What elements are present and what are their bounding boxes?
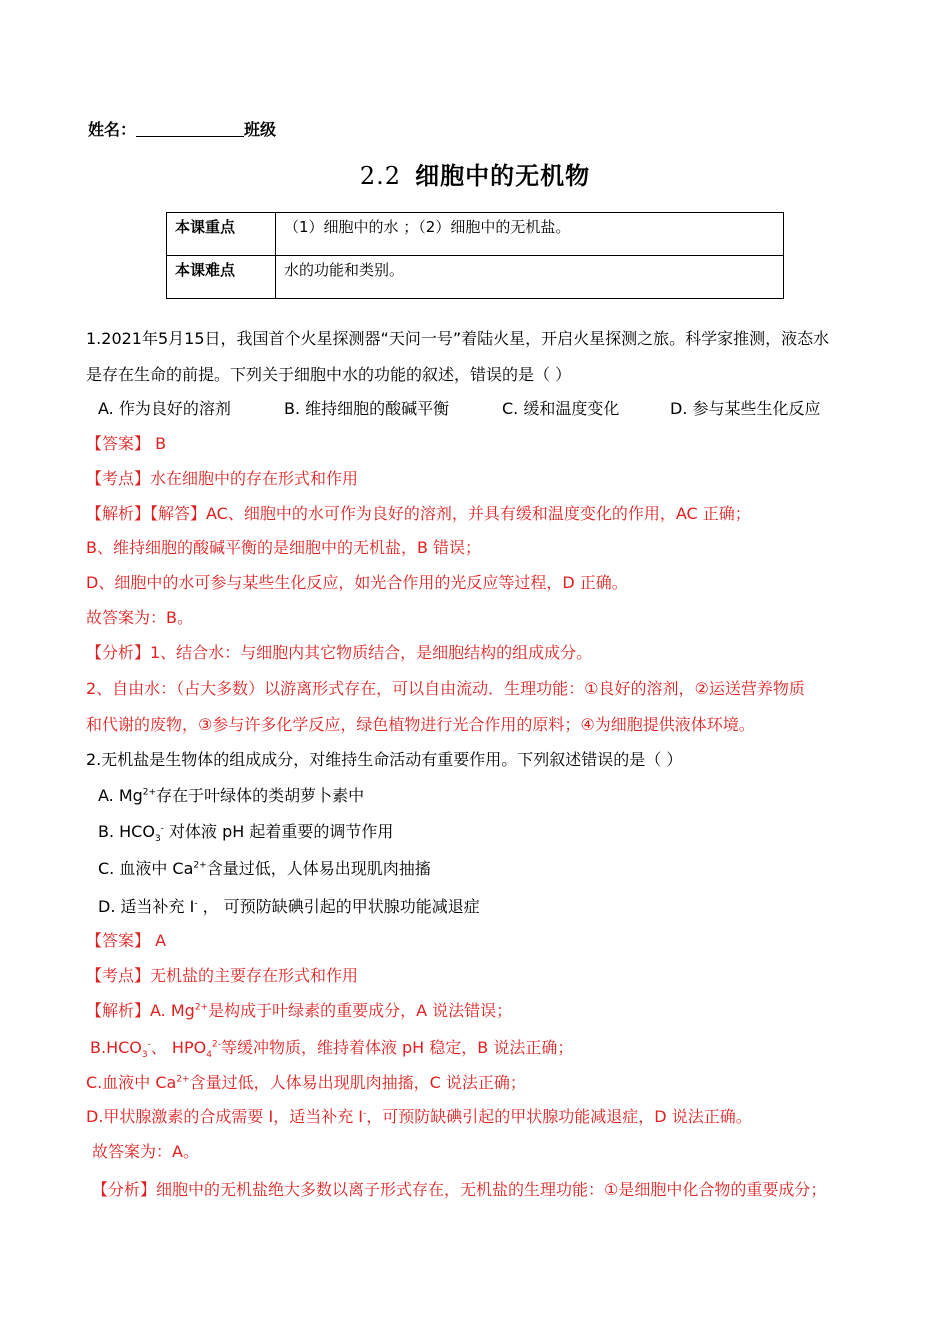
key-content: （1）细胞中的水 ；（2）细胞中的无机盐。 bbox=[276, 213, 784, 256]
q1-jiexi-3: D、细胞中的水可参与某些生化反应，如光合作用的光反应等过程，D 正确。 bbox=[86, 573, 628, 592]
q1-kaodian: 【考点】水在细胞中的存在形式和作用 bbox=[86, 469, 359, 488]
table-row bbox=[167, 213, 784, 256]
q1-stem-line1: 1.2021年5月15日，我国首个火星探测器“天问一号”着陆火星，开启火星探测之旅。科学家推测，液态水 bbox=[86, 329, 830, 348]
q2-option-c: C. 血液中 $Ca^{2+}$含量过低，人体易出现肌肉抽搐 bbox=[98, 859, 431, 878]
q2-jiexi-b: $B.HCO_3^-$、 $HPO_4^{2-}$等缓冲物质，维持着体液 pH 稳定，B 说法正确； bbox=[90, 1038, 574, 1061]
table-row bbox=[167, 256, 784, 299]
q1-option-b: B. 维持细胞的酸碱平衡 bbox=[284, 399, 450, 418]
section-title: 细胞中的无机物 bbox=[415, 162, 591, 190]
q2-conclusion: 故答案为：A。 bbox=[92, 1142, 199, 1161]
q1-jiexi-1: 【解析】【解答】AC、细胞中的水可作为良好的溶剂，并具有缓和温度变化的作用，AC 正确； bbox=[86, 504, 751, 523]
q1-fenxi-1: 【分析】1、结合水：与细胞内其它物质结合，是细胞结构的组成成分。 bbox=[86, 643, 593, 662]
q1-option-c: C. 缓和温度变化 bbox=[502, 399, 620, 418]
q1-fenxi-2: 2、自由水：（占大多数）以游离形式存在，可以自由流动．生理功能：①良好的溶剂，②运送营养物质 bbox=[86, 679, 805, 698]
difficulty-content: 水的功能和类别。 bbox=[276, 256, 784, 299]
q1-conclusion: 故答案为：B。 bbox=[86, 608, 193, 627]
q2-option-a: A. $Mg^{2+}$存在于叶绿体的类胡萝卜素中 bbox=[98, 786, 365, 805]
class-label: 班级 bbox=[244, 120, 277, 139]
q2-stem: 2.无机盐是生物体的组成成分，对维持生命活动有重要作用。下列叙述错误的是（ ） bbox=[86, 750, 683, 769]
difficulty-label: 本课难点 bbox=[167, 256, 276, 299]
q1-option-a: A. 作为良好的溶剂 bbox=[98, 399, 231, 418]
q2-jiexi-a: 【解析】A. $Mg^{2+}$是构成于叶绿素的重要成分，A 说法错误； bbox=[86, 1001, 513, 1020]
q2-option-d: D. 适当补充 I- ， 可预防缺碘引起的甲状腺功能减退症 bbox=[98, 897, 480, 916]
key-label: 本课重点 bbox=[167, 213, 276, 256]
q1-fenxi-3: 和代谢的废物，③参与许多化学反应，绿色植物进行光合作用的原料；④为细胞提供液体环境。 bbox=[86, 715, 755, 734]
name-blank[interactable] bbox=[136, 122, 244, 137]
q1-options bbox=[98, 398, 821, 420]
q2-kaodian: 【考点】无机盐的主要存在形式和作用 bbox=[86, 966, 359, 985]
section-number: 2.2 bbox=[359, 162, 402, 190]
q1-answer: 【答案】 B bbox=[86, 434, 167, 453]
lesson-keypoints-table bbox=[166, 212, 784, 299]
q2-jiexi-c: C.血液中 $Ca^{2+}$含量过低，人体易出现肌肉抽搐，C 说法正确； bbox=[86, 1073, 526, 1092]
q2-fenxi: 【分析】细胞中的无机盐绝大多数以离子形式存在，无机盐的生理功能：①是细胞中化合物的重要成分； bbox=[92, 1180, 827, 1199]
page-title bbox=[0, 156, 950, 191]
student-info-line bbox=[88, 117, 276, 140]
q1-option-d: D. 参与某些生化反应 bbox=[670, 399, 821, 418]
name-label: 姓名： bbox=[88, 120, 137, 139]
q2-option-b: B. $HCO_3^-$ 对体液 pH 起着重要的调节作用 bbox=[98, 822, 394, 845]
q1-stem-line2: 是存在生命的前提。下列关于细胞中水的功能的叙述，错误的是（ ） bbox=[86, 365, 572, 384]
q2-jiexi-d: D.甲状腺激素的合成需要 I，适当补充 I-，可预防缺碘引起的甲状腺功能减退症，D 说法正确。 bbox=[86, 1107, 752, 1126]
q1-jiexi-2: B、维持细胞的酸碱平衡的是细胞中的无机盐，B 错误； bbox=[86, 538, 482, 557]
q2-answer: 【答案】 A bbox=[86, 931, 167, 950]
